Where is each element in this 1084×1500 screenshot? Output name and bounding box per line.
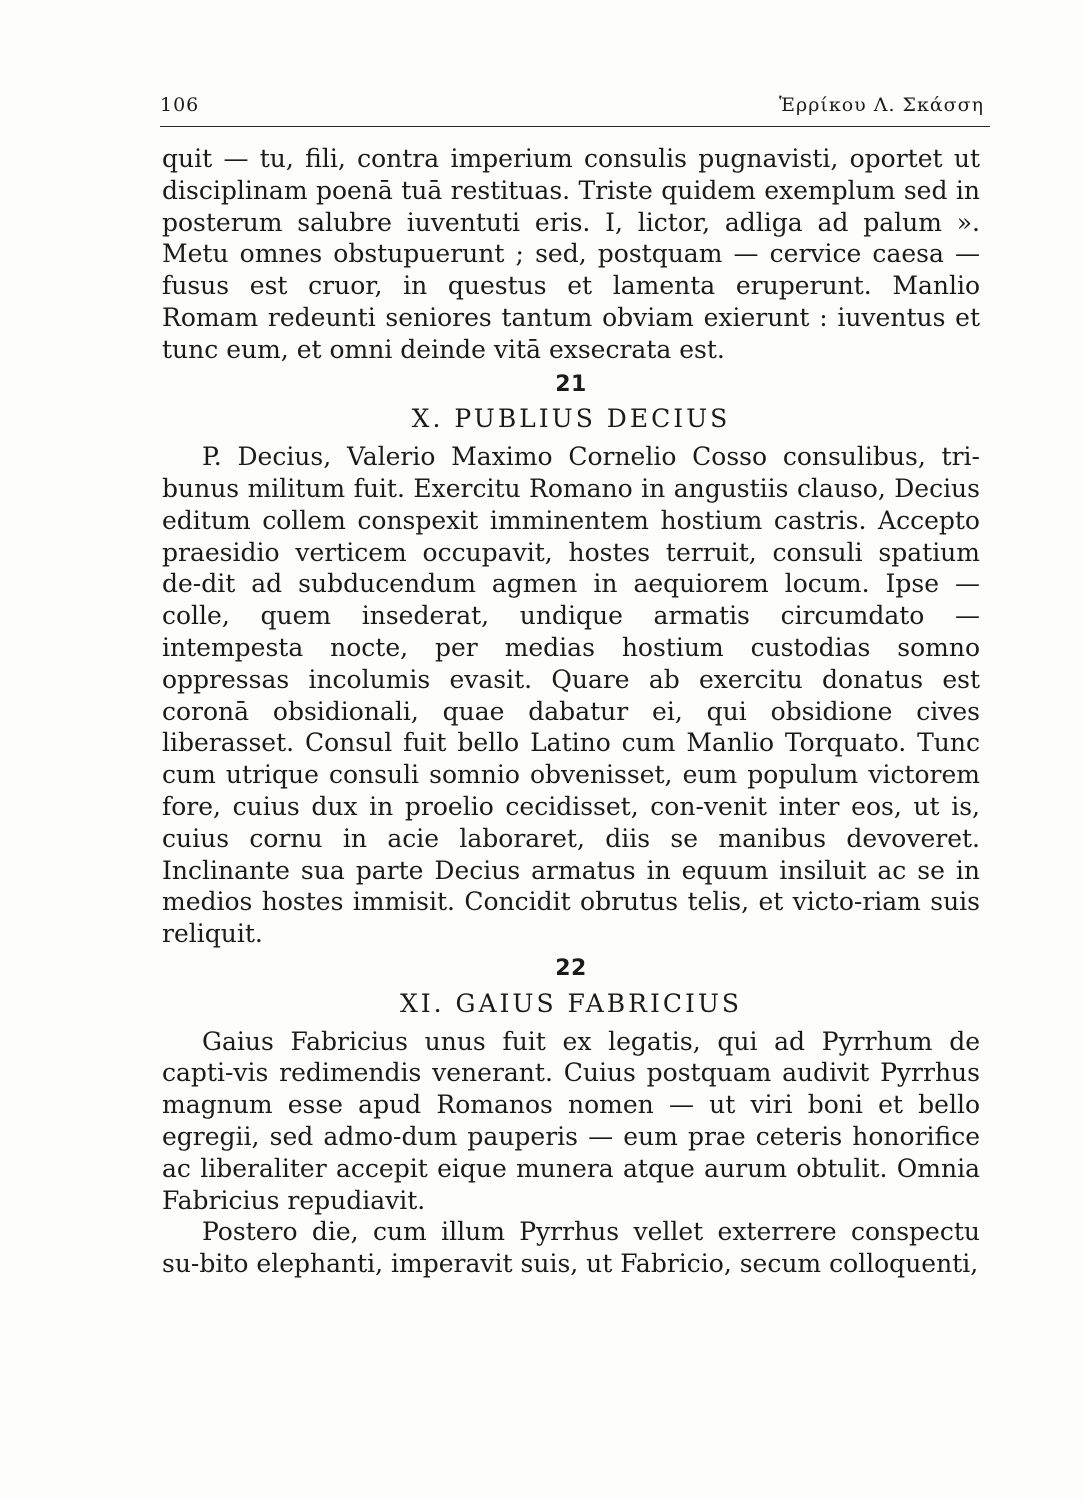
chapter-22-paragraph-1: Gaius Fabricius unus fuit ex legatis, qui ad Pyrrhum de capti-vis redimendis venerant. Cuius postquam audivit Pyrrhus magnum esse apud Romanos nomen — ut viri boni et bello egregii, sed admo-dum pauperis — eum prae ceteris honorifice ac liberaliter accepit eique munera atque aurum obtulit. Omnia Fabricius repudiavit. xyxy=(162,1026,980,1215)
intro-paragraph: quit — tu, fili, contra imperium consulis pugnavisti, oportet ut disciplinam poenā tuā restituas. Triste quidem exemplum sed in posterum salubre iuventuti eris. I, lictor, adliga ad palum ». Metu omnes obstupuerunt ; sed, postquam — cervice caesa — fusus est cruor, in questus et lamenta eruperunt. Manlio Romam redeunti seniores tantum obviam exierunt : iuventus et tunc eum, et omni deinde vitā exsecrata est. xyxy=(162,144,980,364)
chapter-number-22: 22 xyxy=(555,955,587,981)
chapter-22-paragraph-2: Postero die, cum illum Pyrrhus vellet exterrere conspectu su-bito elephanti, imperavit suis, ut Fabricio, secum colloquenti, xyxy=(162,1217,980,1279)
page-number: 106 xyxy=(160,94,200,116)
page-body xyxy=(162,143,980,1280)
page-header xyxy=(160,92,990,127)
running-head: Ἑρρίκου Λ. Σκάσση xyxy=(779,94,984,116)
chapter-title-publius-decius: X. PUBLIUS DECIUS xyxy=(411,404,731,434)
chapter-21-paragraph: P. Decius, Valerio Maximo Cornelio Cosso consulibus, tri-bunus militum fuit. Exercitu Romano in angustiis clauso, Decius editum collem conspexit imminentem hostium castris. Accepto praesidio verticem occupavit, hostes terruit, consuli spatium de-dit ad subducendum agmen in aequiorem locum. Ipse — colle, quem insederat, undique armatis circumdato — intempesta nocte, per medias hostium custodias somno oppressas incolumis evasit. Quare ab exercitu donatus est coronā obsidionali, quae dabatur ei, qui obsidione cives liberasset. Consul fuit bello Latino cum Manlio Torquato. Tunc cum utrique consuli somnio obvenisset, eum populum victorem fore, cuius dux in proelio cecidisset, con-venit inter eos, ut is, cuius cornu in acie laboraret, diis se manibus devoveret. Inclinante sua parte Decius armatus in equum insiluit ac se in medios hostes immisit. Concidit obrutus telis, et victo-riam suis reliquit. xyxy=(162,442,980,949)
chapter-number-21: 21 xyxy=(555,371,587,397)
chapter-title-gaius-fabricius: XI. GAIUS FABRICIUS xyxy=(399,988,743,1018)
